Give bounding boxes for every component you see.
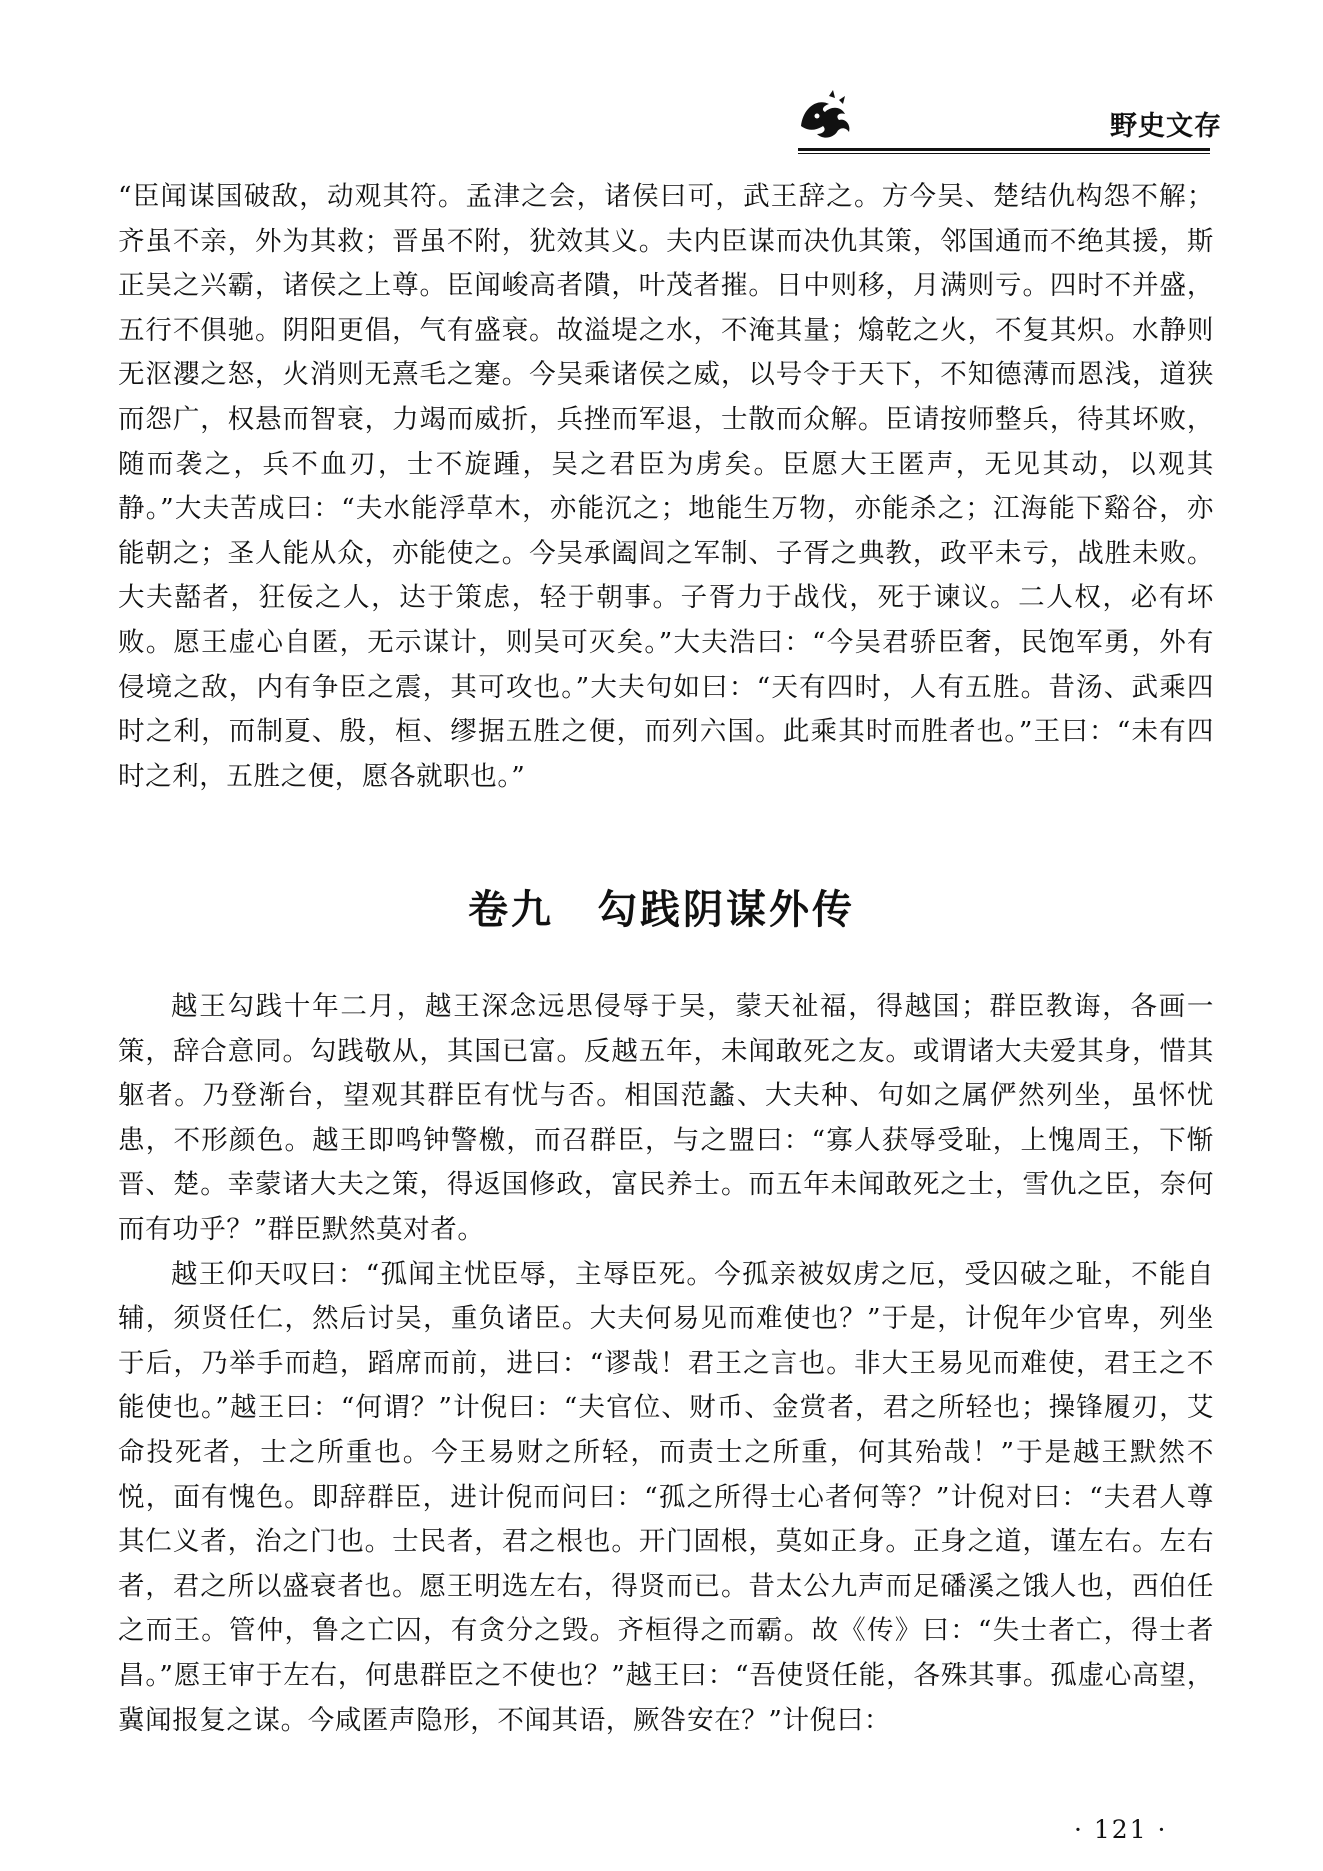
chapter-title: 卷九 勾践阴谋外传 xyxy=(468,887,855,933)
dragon-emblem-icon xyxy=(793,86,857,150)
paragraph: 越王勾践十年二月，越王深念远思侵辱于吴，蒙天祉福，得越国；群臣教诲，各画一策，辞合意同。勾践敬从，其国已富。反越五年，未闻敢死之友。或谓诸大夫爱其身，惜其躯者。乃登渐台，望观其群臣有忧与否。相国范蠡、大夫种、句如之属俨然列坐，虽怀忧患，不形颜色。越王即鸣钟警檄，而召群臣，与之盟曰：“寡人获辱受耻，上愧周王，下惭晋、楚。幸蒙诸大夫之策，得返国修政，富民养士。而五年未闻敢死之士，雪仇之臣，奈何而有功乎？”群臣默然莫对者。 xyxy=(118,991,1214,1245)
continued-passage xyxy=(118,175,1214,799)
chapter-body xyxy=(118,985,1214,1743)
header-rule xyxy=(798,148,1210,151)
running-header xyxy=(0,0,1323,160)
header-rule-thin xyxy=(798,153,1210,154)
paragraph: 越王仰天叹曰：“孤闻主忧臣辱，主辱臣死。今孤亲被奴虏之厄，受囚破之耻，不能自辅，须贤任仁，然后讨吴，重负诸臣。大夫何易见而难使也？”于是，计倪年少官卑，列坐于后，乃举手而趋，蹈席而前，进曰：“谬哉！君王之言也。非大王易见而难使，君王之不能使也。”越王曰：“何谓？”计倪曰：“夫官位、财币、金赏者，君之所轻也；操锋履刃，艾命投死者，士之所重也。今王易财之所轻，而责士之所重，何其殆哉！”于是越王默然不悦，面有愧色。即辞群臣，进计倪而问曰：“孤之所得士心者何等？”计倪对曰：“夫君人尊其仁义者，治之门也。士民者，君之根也。开门固根，莫如正身。正身之道，谨左右。左右者，君之所以盛衰者也。愿王明选左右，得贤而已。昔太公九声而足磻溪之饿人也，西伯任之而王。管仲，鲁之亡囚，有贪分之毁。齐桓得之而霸。故《传》曰：“失士者亡，得士者昌。”愿王审于左右，何患群臣之不使也？”越王曰：“吾使贤任能，各殊其事。孤虚心高望，冀闻报复之谋。今咸匿声隐形，不闻其语，厥咎安在？”计倪曰： xyxy=(118,1258,1214,1736)
paragraph: “臣闻谋国破敌，动观其符。孟津之会，诸侯曰可，武王辞之。方今吴、楚结仇构怨不解；齐虽不亲，外为其救；晋虽不附，犹效其义。夫内臣谋而决仇其策，邻国通而不绝其援，斯正吴之兴霸，诸侯之上尊。臣闻峻高者隤，叶茂者摧。日中则移，月满则亏。四时不并盛，五行不俱驰。阴阳更倡，气有盛衰。故溢堤之水，不淹其量；熻乾之火，不复其炽。水静则无沤瀴之怒，火消则无熹毛之䞿。今吴乘诸侯之威，以号令于天下，不知德薄而恩浅，道狭而怨广，权悬而智衰，力竭而威折，兵挫而军退，士散而众解。臣请按师整兵，待其坏败，随而袭之，兵不血刃，士不旋踵，吴之君臣为虏矣。臣愿大王匿声，无见其动，以观其静。”大夫苦成曰：“夫水能浮草木，亦能沉之；地能生万物，亦能杀之；江海能下谿谷，亦能朝之；圣人能从众，亦能使之。今吴承阖闾之军制、子胥之典教，政平未亏，战胜未败。大夫嚭者，狂佞之人，达于策虑，轻于朝事。子胥力于战伐，死于谏议。二人权，必有坏败。愿王虚心自匿，无示谋计，则吴可灭矣。”大夫浩曰：“今吴君骄臣奢，民饱军勇，外有侵境之敌，内有争臣之震，其可攻也。”大夫句如曰：“天有四时，人有五胜。昔汤、武乘四时之利，而制夏、殷，桓、缪据五胜之便，而列六国。此乘其时而胜者也。”王曰：“未有四时之利，五胜之便，愿各就职也。” xyxy=(118,181,1214,792)
page-number: · 121 · xyxy=(1074,1815,1168,1844)
running-header-title: 野史文存 xyxy=(1110,111,1222,142)
